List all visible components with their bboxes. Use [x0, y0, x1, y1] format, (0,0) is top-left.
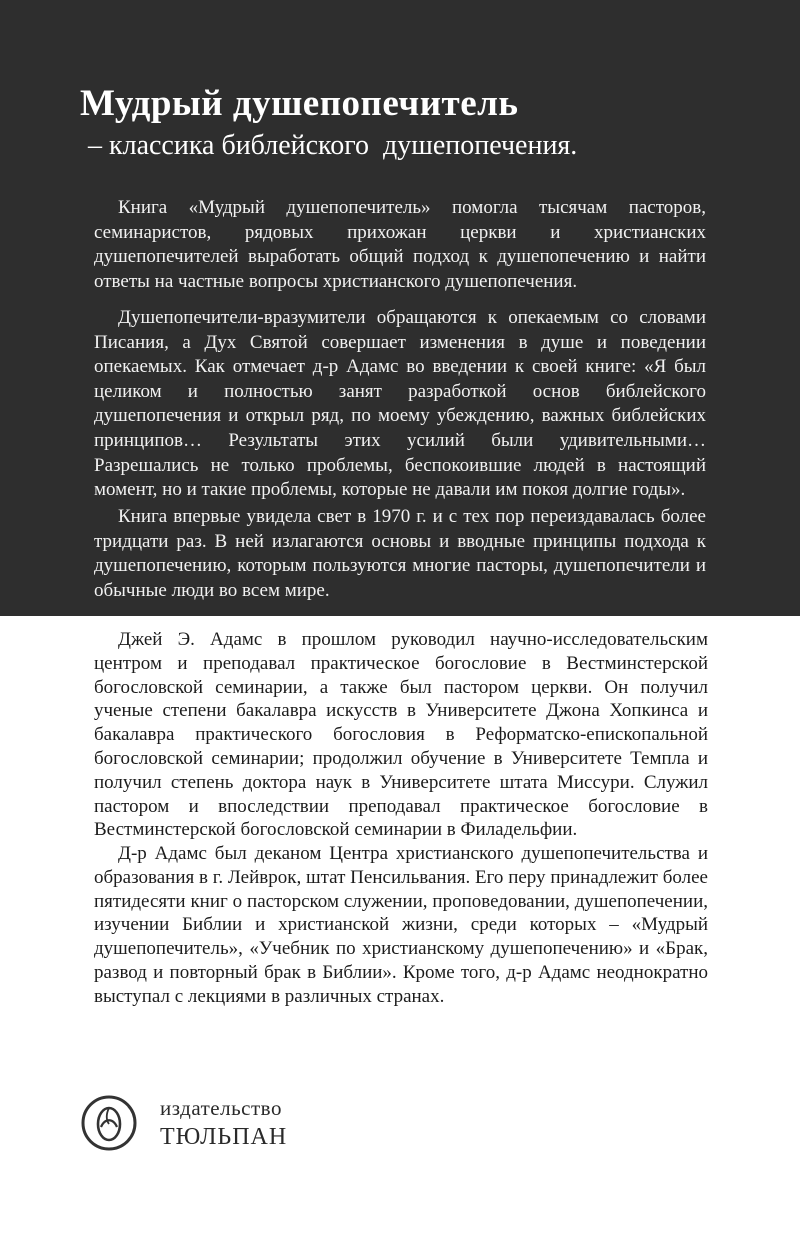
author-paragraph-1-text: Джей Э. Адамс в прошлом руководил научно-исследовательским центром и преподавал практическое богословие в Вестминстерской богословской семинарии, а также был пастором церкви. Он получил ученые степени бакалавра искусств в Университете Джона Хопкинса и бакалавра практического богословия в Реформатско-епископальной богословской семинарии; продолжил обучение в Университете Темпла и получил степень доктора наук в Университете штата Миссури. Служил пастором и впоследствии преподавал практическое богословие в Вестминстерской богословской семинарии в Филадельфии. — [94, 629, 708, 841]
annotation-paragraph-3 — [94, 505, 706, 603]
author-paragraph-1 — [94, 628, 708, 842]
annotation-paragraph-3-text: Книга впервые увидела свет в 1970 г. и с тех пор переиздавалась более тридцати раз. В ней излагаются основы и вводные принципы подхода к душепопечению, которым пользуются многие пасторы, душепопечители и обычные люди во всем мире. — [94, 506, 706, 601]
tulip-bud-icon — [80, 1094, 138, 1152]
annotation-paragraph-1-text: Книга «Мудрый душепопечитель» помогла тысячам пасторов, семинаристов, рядовых прихожан церкви и христианских душепопечителей выработать общий подход к душепопечению и найти ответы на частные вопросы христианского душепопечения. — [94, 197, 706, 292]
book-subtitle: – классика библейского душепопечения. — [88, 130, 578, 161]
annotation-paragraph-2 — [94, 306, 706, 503]
author-paragraph-2 — [94, 842, 708, 1009]
book-title: Мудрый душепопечитель — [80, 83, 519, 124]
publisher-name: ТЮЛЬПАН — [160, 1124, 288, 1150]
annotation-panel — [0, 0, 800, 616]
publisher-label: издательство — [160, 1096, 282, 1120]
author-paragraph-2-text: Д-р Адамс был деканом Центра христианского душепопечительства и образования в г. Лейврок, штат Пенсильвания. Его перу принадлежит более пятидесяти книг о пасторском служении, проповедовании, душепопечении, изучении Библии и христианской жизни, среди которых – «Мудрый душепопечитель», «Учебник по христианскому душепопечению» и «Брак, развод и повторный брак в Библии». Кроме того, д-р Адамс неоднократно выступал с лекциями в различных странах. — [94, 843, 708, 1007]
annotation-paragraph-1 — [94, 196, 706, 294]
annotation-paragraph-2-text: Душепопечители-вразумители обращаются к опекаемым со словами Писания, а Дух Святой совершает изменения в душе и поведении опекаемых. Как отмечает д-р Адамс во введении к своей книге: «Я был целиком и полностью занят разработкой основ библейского душепопечения и открыл ряд, по моему убеждению, важных библейских принципов… Результаты этих усилий были удивительными… Разрешались не только проблемы, беспокоившие людей в настоящий момент, но и такие проблемы, которые не давали им покоя долгие годы». — [94, 307, 706, 501]
